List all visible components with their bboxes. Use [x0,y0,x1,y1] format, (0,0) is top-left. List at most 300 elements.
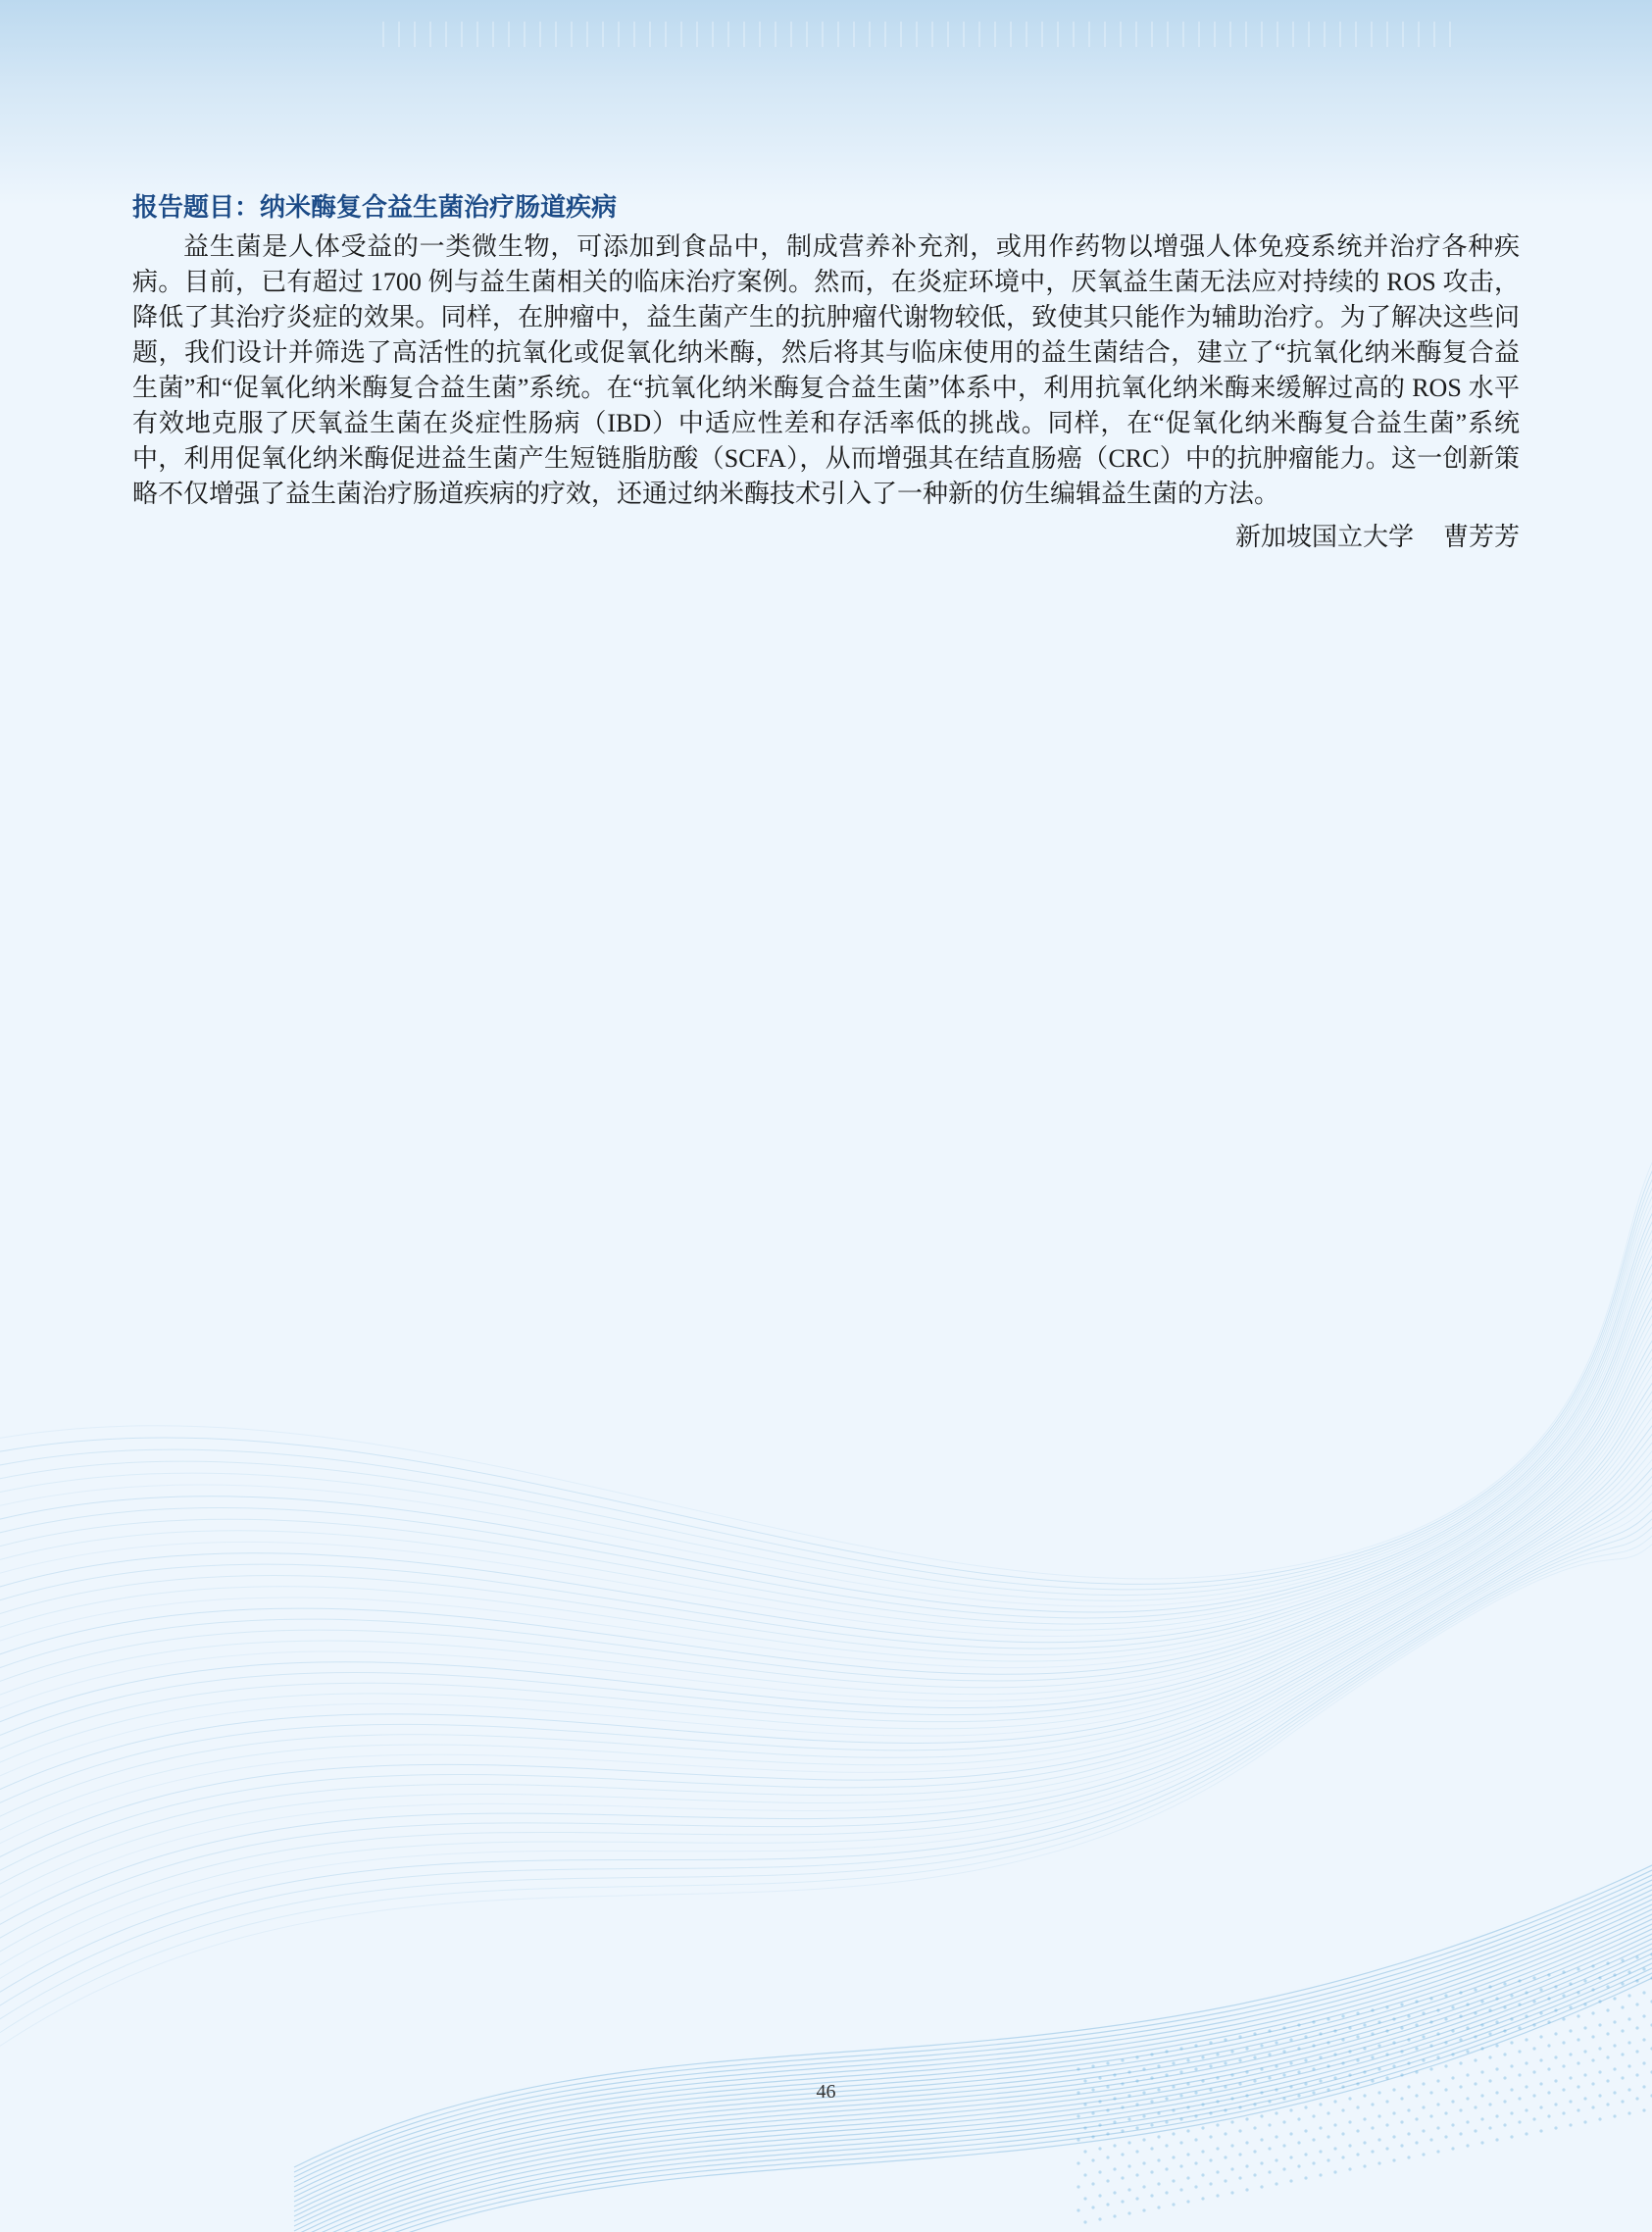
texture-dot [1407,2108,1410,2111]
texture-dot [1209,2135,1212,2138]
texture-dot [1341,2108,1344,2111]
texture-dot [1510,2017,1513,2020]
texture-dot [1635,2003,1638,2005]
texture-dot [1488,2008,1491,2011]
texture-dot [1503,2123,1506,2126]
texture-dot [1422,2105,1425,2108]
texture-dot [1436,2032,1439,2035]
texture-dot [1577,2038,1579,2041]
texture-dot [1319,2055,1322,2058]
wave-line [294,1893,1652,2207]
texture-dot [1216,2147,1219,2150]
texture-dot [1371,2126,1374,2129]
texture-dot [1532,2070,1535,2073]
texture-dot [1466,2026,1469,2029]
texture-dot [1113,2214,1116,2217]
texture-dot [1518,2026,1521,2029]
texture-dot [1415,2117,1418,2120]
texture-dot [1098,2194,1101,2197]
texture-dot [1172,2132,1175,2135]
texture-dot [1451,2147,1454,2150]
texture-dot [1459,2108,1462,2111]
texture-dot [1525,2132,1527,2135]
texture-dot [1510,2111,1513,2114]
texture-dot [1562,2041,1565,2044]
texture-dot [1135,2055,1138,2058]
texture-dot [1562,2111,1565,2114]
texture-dot [1444,2135,1447,2138]
texture-dot [1627,2111,1630,2114]
texture-dot [1282,2026,1285,2029]
texture-dot [1319,2150,1322,2153]
texture-dot [1466,2144,1469,2147]
texture-dot [1253,2150,1256,2153]
texture-dot [1400,2120,1403,2123]
texture-dot [1194,2138,1197,2141]
texture-dot [1348,2050,1351,2053]
texture-dot [1157,2064,1160,2067]
texture-dot [1392,2111,1395,2114]
texture-dot [1312,2161,1315,2164]
texture-dot [1297,2023,1300,2026]
texture-dot [1312,2138,1315,2141]
texture-dot [1289,2061,1292,2064]
texture-dot [1201,2173,1204,2176]
texture-dot [1113,2191,1116,2194]
texture-dot [1532,2117,1535,2120]
texture-dot [1480,2141,1483,2144]
texture-dot [1172,2203,1175,2206]
texture-dot [1495,2114,1498,2117]
texture-dot [1480,2000,1483,2003]
texture-dot [1333,2029,1336,2032]
wave-line [0,1273,1652,1681]
texture-dot [1098,2123,1101,2126]
texture-dot [1076,2067,1079,2070]
texture-dot [1297,2047,1300,2050]
texture-dot [1577,2108,1579,2111]
texture-dot [1289,2038,1292,2041]
texture-dot [1444,1994,1447,1997]
texture-dot [1304,2105,1307,2108]
texture-dot [1583,2073,1586,2076]
texture-dot [1245,2047,1248,2050]
texture-dot [1554,1985,1557,1988]
texture-dot [1319,2032,1322,2035]
texture-dot [1356,2129,1359,2132]
texture-dot [1392,2064,1395,2067]
texture-dot [1224,2179,1226,2182]
texture-dot [1635,1979,1638,1982]
texture-dot [1451,2053,1454,2055]
texture-dot [1503,1982,1506,1985]
texture-dot [1569,2076,1572,2079]
texture-dot [1642,2108,1645,2111]
report-title: 报告题目：纳米酶复合益生菌治疗肠道疾病 [132,193,618,223]
texture-dot [1407,2132,1410,2135]
texture-dot [1216,2053,1219,2055]
texture-dot [1577,1967,1579,1970]
texture-dot [1179,2047,1182,2050]
texture-dot [1165,2144,1168,2147]
texture-dot [1341,2014,1344,2017]
texture-dot [1260,2138,1263,2141]
texture-dot [1621,1982,1624,1985]
texture-dot [1385,2147,1388,2150]
texture-dot [1547,2067,1550,2070]
wave-line [0,1220,1652,1643]
report-abstract: 益生菌是人体受益的一类微生物，可添加到食品中，制成营养补充剂，或用作药物以增强人体免疫系统并治疗各种疾病。目前，已有超过 1700 例与益生菌相关的临床治疗案例。然而，在炎症环境中，厌氧益生菌无法应对持续的 ROS 攻击，降低了其治疗炎症的效果。同样，在肿瘤中，益生菌产生的抗肿瘤代谢物较低，致使其只能作为辅助治疗。为了解决这些问题，我们设计并筛选了高活性的抗氧化或促氧化纳米酶，然后将其与临床使用的益生菌结合，建立了“抗氧化纳米酶复合益生菌”和“促氧化纳米酶复合益生菌”系统。在“抗氧化纳米酶复合益生菌”体系中，利用抗氧化纳米酶来缓解过高的 ROS 水平有效地克服了厌氧益生菌在炎症性肠病（IBD）中适应性差和存活率低的挑战。同样，在“促氧化纳米酶复合益生菌”系统中，利用促氧化纳米酶促进益生菌产生短链脂肪酸（SCFA），从而增强其在结直肠癌（CRC）中的抗肿瘤能力。这一创新策略不仅增强了益生菌治疗肠道疾病的疗效，还通过纳米酶技术引入了一种新的仿生编辑益生菌的方法。 [132,232,1520,508]
texture-dot [1224,2156,1226,2158]
texture-dot [1539,2035,1542,2038]
texture-dot [1451,2029,1454,2032]
texture-dot [1142,2114,1145,2117]
texture-dot [1621,2005,1624,2008]
texture-dot [1209,2182,1212,2185]
texture-dot [1429,2020,1432,2023]
texture-dot [1635,2073,1638,2076]
texture-dot [1297,2117,1300,2120]
texture-dot [1598,2070,1601,2073]
texture-dot [1091,2111,1094,2114]
texture-dot [1282,2073,1285,2076]
texture-dot [1474,2058,1477,2061]
texture-dot [1474,2035,1477,2038]
texture-dot [1157,2135,1160,2138]
texture-dot [1083,2197,1086,2200]
texture-dot [1371,2032,1374,2035]
wave-line [294,1907,1652,2221]
texture-dot [1547,2020,1550,2023]
texture-dot [1224,2061,1226,2064]
texture-dot [1275,2064,1277,2067]
texture-dot [1392,2017,1395,2020]
texture-dot [1642,2014,1645,2017]
texture-dot [1327,2111,1329,2114]
texture-dot [1591,2105,1594,2108]
texture-dot [1135,2126,1138,2129]
texture-dot [1525,1991,1527,1994]
texture-dot [1106,2108,1109,2111]
texture-dot [1583,2026,1586,2029]
texture-dot [1245,2164,1248,2167]
texture-dot [1429,2114,1432,2117]
texture-dot [1348,2120,1351,2123]
texture-dot [1209,2064,1212,2067]
texture-dot [1076,2185,1079,2188]
texture-dot [1341,2156,1344,2158]
texture-dot [1260,2185,1263,2188]
texture-dot [1422,2058,1425,2061]
texture-dot [1474,2105,1477,2108]
texture-dot [1451,2005,1454,2008]
texture-dot [1268,2076,1271,2079]
texture-dot [1371,2150,1374,2153]
texture-dot [1422,2011,1425,2014]
wave-line [0,1255,1652,1668]
texture-dot [1142,2067,1145,2070]
texture-dot [1297,2141,1300,2144]
texture-dot [1268,2147,1271,2150]
texture-dot [1613,1997,1616,2000]
texture-dot [1327,2158,1329,2161]
texture-dot [1598,2047,1601,2050]
texture-dot [1488,2032,1491,2035]
texture-dot [1363,2141,1366,2144]
texture-dot [1076,2161,1079,2164]
texture-dot [1466,2120,1469,2123]
texture-dot [1224,2038,1226,2041]
texture-dot [1407,2156,1410,2158]
texture-dot [1245,2070,1248,2073]
texture-dot [1635,2050,1638,2053]
texture-dot [1289,2156,1292,2158]
texture-dot [1327,2041,1329,2044]
texture-dot [1194,2161,1197,2164]
page-number: 46 [816,2081,836,2103]
texture-dot [1466,2003,1469,2005]
texture-dot [1275,2135,1277,2138]
texture-dot [1341,2061,1344,2064]
texture-dot [1377,2138,1380,2141]
texture-dot [1260,2161,1263,2164]
texture-dot [1186,2105,1189,2108]
texture-dot [1613,1973,1616,1976]
texture-dot [1230,2167,1233,2170]
texture-dot [1098,2217,1101,2220]
texture-dot [1179,2117,1182,2120]
texture-dot [1260,2114,1263,2117]
texture-dot [1165,2120,1168,2123]
texture-dot [1363,2164,1366,2167]
texture-dot [1135,2197,1138,2200]
texture-dot [1377,2161,1380,2164]
texture-dot [1275,2158,1277,2161]
texture-dot [1569,2005,1572,2008]
texture-dot [1480,2070,1483,2073]
texture-dot [1333,2147,1336,2150]
texture-dot [1415,2047,1418,2050]
texture-dot [1621,2076,1624,2079]
texture-dot [1613,2044,1616,2047]
texture-dot [1539,2129,1542,2132]
texture-dot [1591,2011,1594,2014]
texture-dot [1348,2073,1351,2076]
texture-dot [1436,2126,1439,2129]
texture-dot [1209,2041,1212,2044]
texture-dot [1474,2011,1477,2014]
texture-dot [1363,2047,1366,2050]
texture-dot [1282,2167,1285,2170]
texture-dot [1327,2135,1329,2138]
texture-dot [1407,2061,1410,2064]
texture-dot [1165,2073,1168,2076]
texture-dot [1518,1979,1521,1982]
texture-dot [1253,2126,1256,2129]
texture-dot [1091,2158,1094,2161]
texture-dot [1436,2150,1439,2153]
texture-dot [1547,2114,1550,2117]
texture-dot [1312,2067,1315,2070]
texture-dot [1525,2038,1527,2041]
texture-dot [1371,2055,1374,2058]
texture-dot [1635,2026,1638,2029]
texture-dot [1503,2029,1506,2032]
texture-dot [1304,2058,1307,2061]
texture-dot [1525,2061,1527,2064]
texture-dot [1268,2170,1271,2173]
texture-dot [1459,2038,1462,2041]
texture-dot [1186,2129,1189,2132]
texture-dot [1562,1970,1565,1973]
texture-dot [1444,2111,1447,2114]
texture-dot [1165,2191,1168,2194]
texture-dot [1275,2111,1277,2114]
texture-dot [1569,2029,1572,2032]
texture-dot [1547,1997,1550,2000]
texture-dot [1238,2176,1241,2179]
texture-dot [1224,2132,1226,2135]
texture-dot [1238,2035,1241,2038]
texture-dot [1209,2158,1212,2161]
texture-dot [1554,2008,1557,2011]
texture-dot [1245,2117,1248,2120]
texture-dot [1451,2076,1454,2079]
texture-dot [1525,2108,1527,2111]
texture-dot [1436,2055,1439,2058]
texture-dot [1495,2067,1498,2070]
texture-dot [1142,2138,1145,2141]
texture-dot [1627,2017,1630,2020]
texture-dot [1312,2114,1315,2117]
texture-dot [1121,2058,1124,2061]
texture-dot [1495,2138,1498,2141]
texture-dot [1268,2053,1271,2055]
texture-dot [1429,2067,1432,2070]
texture-dot [1444,2041,1447,2044]
texture-dot [1539,2058,1542,2061]
texture-dot [1216,2194,1219,2197]
texture-dot [1304,2153,1307,2156]
texture-dot [1642,1991,1645,1994]
texture-dot [1436,2008,1439,2011]
wave-line [294,1898,1652,2211]
texture-dot [1377,2067,1380,2070]
texture-dot [1282,2050,1285,2053]
texture-dot [1260,2044,1263,2047]
texture-dot [1400,2073,1403,2076]
decorative-tick-pattern [382,22,1461,47]
texture-dot [1392,2135,1395,2138]
texture-dot [1135,2150,1138,2153]
texture-dot [1518,2120,1521,2123]
texture-dot [1598,1976,1601,1979]
texture-dot [1539,2011,1542,2014]
texture-dot [1642,2038,1645,2041]
texture-dot [1121,2153,1124,2156]
texture-dot [1554,2126,1557,2129]
texture-dot [1539,2105,1542,2108]
texture-dot [1495,2044,1498,2047]
texture-dot [1577,2061,1579,2064]
texture-dot [1106,2132,1109,2135]
texture-dot [1304,2176,1307,2179]
texture-dot [1186,2153,1189,2156]
texture-dot [1488,2055,1491,2058]
texture-dot [1459,2061,1462,2064]
texture-dot [1106,2179,1109,2182]
texture-dot [1312,2044,1315,2047]
texture-dot [1230,2144,1233,2147]
texture-dot [1422,2153,1425,2156]
texture-dot [1186,2176,1189,2179]
texture-dot [1341,2132,1344,2135]
texture-dot [1245,2188,1248,2191]
texture-dot [1348,2026,1351,2029]
texture-dot [1415,2000,1418,2003]
texture-dot [1621,2029,1624,2032]
texture-dot [1547,1973,1550,1976]
texture-dot [1172,2061,1175,2064]
texture-dot [1172,2156,1175,2158]
texture-dot [1201,2126,1204,2129]
texture-dot [1356,2153,1359,2156]
texture-dot [1562,1994,1565,1997]
texture-dot [1142,2185,1145,2188]
texture-dot [1392,2158,1395,2161]
texture-dot [1407,2038,1410,2041]
texture-dot [1127,2117,1130,2120]
texture-dot [1451,2123,1454,2126]
texture-dot [1230,2073,1233,2076]
texture-dot [1532,2047,1535,2050]
texture-dot [1106,2203,1109,2206]
texture-dot [1333,2123,1336,2126]
texture-dot [1613,2114,1616,2117]
texture-dot [1238,2105,1241,2108]
report-section [132,186,1520,557]
texture-dot [1238,2153,1241,2156]
texture-dot [1121,2176,1124,2179]
texture-dot [1127,2188,1130,2191]
texture-dot [1348,2144,1351,2147]
texture-dot [1606,2008,1609,2011]
texture-dot [1488,2126,1491,2129]
texture-dot [1598,2000,1601,2003]
texture-dot [1275,2182,1277,2185]
texture-dot [1083,2150,1086,2153]
texture-dot [1150,2076,1153,2079]
texture-dot [1371,2008,1374,2011]
texture-dot [1194,2114,1197,2117]
institution-name: 新加坡国立大学 [1234,523,1414,551]
texture-dot [1510,2041,1513,2044]
texture-dot [1268,2123,1271,2126]
texture-dot [1363,2070,1366,2073]
texture-dot [1253,2055,1256,2058]
texture-dot [1076,2138,1079,2141]
texture-dot [1083,2173,1086,2176]
texture-dot [1230,2120,1233,2123]
wave-line [0,1193,1652,1624]
texture-dot [1591,2035,1594,2038]
texture-dot [1172,2108,1175,2111]
texture-dot [1282,2144,1285,2147]
texture-dot [1113,2120,1116,2123]
texture-dot [1554,2032,1557,2035]
texture-dot [1503,2005,1506,2008]
texture-dot [1569,2053,1572,2055]
